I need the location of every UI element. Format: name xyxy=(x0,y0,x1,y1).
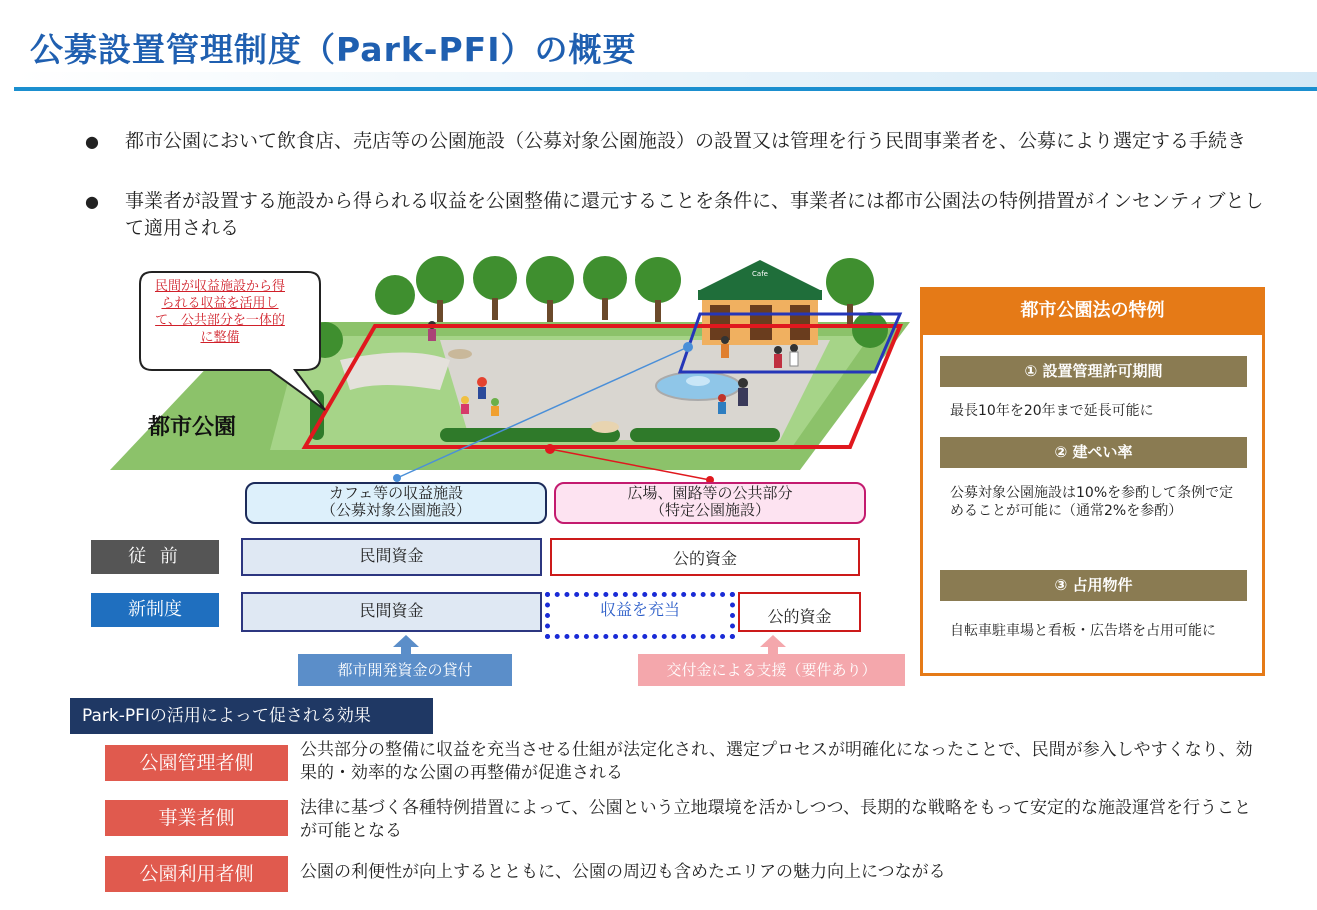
row-label-before: 従 前 xyxy=(91,540,219,574)
before-private-funds: 民間資金 xyxy=(241,538,542,576)
loan-support-label: 都市開発資金の貸付 xyxy=(298,654,512,686)
bullet-dot-icon: ● xyxy=(85,132,99,151)
provision-text-3: 自転車駐車場と看板・広告塔を占用可能に xyxy=(950,623,1216,639)
bullet-item xyxy=(85,188,1285,244)
revenue-facility-label: カフェ等の収益施設 （公募対象公園施設） xyxy=(320,484,471,519)
plaza-area xyxy=(440,340,830,440)
park-label: 都市公園 xyxy=(148,415,237,440)
bullet-item xyxy=(85,128,1285,184)
new-public-funds: 公的資金 xyxy=(738,592,861,632)
effect-label-park-manager: 公園管理者側 xyxy=(105,745,288,781)
effect-label-operator: 事業者側 xyxy=(105,800,288,836)
bullet-text: 事業者が設置する施設から得られる収益を公園整備に還元することを条件に、事業者には都市公園法の特例措置がインセンティブとして適用される xyxy=(125,190,1264,239)
effect-text-park-manager: 公共部分の整備に収益を充当させる仕組が法定化され、選定プロセスが明確化になったことで、民間が参入しやすくなり、効果的・効率的な公園の再整備が促進される xyxy=(300,740,1253,783)
revenue-facility-box xyxy=(245,482,547,524)
effect-text-operator: 法律に基づく各種特例措置によって、公園という立地環境を活かしつつ、長期的な戦略をもって安定的な施設運営を行うことが可能となる xyxy=(300,798,1251,841)
public-area-label: 広場、園路等の公共部分 （特定公園施設） xyxy=(627,484,793,519)
before-public-funds: 公的資金 xyxy=(550,538,860,576)
provision-text-1: 最長10年を20年まで延長可能に xyxy=(950,403,1154,419)
provision-title-2: ② 建ぺい率 xyxy=(940,437,1247,468)
new-revenue-allocation: 収益を充当 xyxy=(545,592,735,639)
cafe-sign: Cafe xyxy=(752,270,768,278)
provision-text-2: 公募対象公園施設は10%を参酌して条例で定めることが可能に（通常2%を参酌） xyxy=(950,485,1234,519)
row-label-new-system: 新制度 xyxy=(91,593,219,627)
bullet-text: 都市公園において飲食店、売店等の公園施設（公募対象公園施設）の設置又は管理を行う民間事業者を、公募により選定する手続き xyxy=(125,130,1247,152)
new-private-funds: 民間資金 xyxy=(241,592,542,632)
provision-title-1: ① 設置管理許可期間 xyxy=(940,356,1247,387)
effect-text-park-user: 公園の利便性が向上するとともに、公園の周辺も含めたエリアの魅力向上につながる xyxy=(300,862,946,882)
panel-heading: 都市公園法の特例 xyxy=(920,287,1265,335)
grant-support-label: 交付金による支援（要件あり） xyxy=(638,654,905,686)
speech-bubble-text: 民間が収益施設から得られる収益を活用して、公共部分を一体的に整備 xyxy=(154,279,285,345)
special-provisions-panel xyxy=(920,287,1265,676)
bullet-dot-icon: ● xyxy=(85,192,99,211)
provision-title-3: ③ 占用物件 xyxy=(940,570,1247,601)
public-area-box xyxy=(554,482,866,524)
page-title: 公募設置管理制度（Park-PFI）の概要 xyxy=(30,30,637,69)
title-underline xyxy=(14,87,1317,91)
effects-heading: Park-PFIの活用によって促される効果 xyxy=(70,698,433,734)
cafe-building-icon xyxy=(698,260,822,345)
effect-label-park-user: 公園利用者側 xyxy=(105,856,288,892)
